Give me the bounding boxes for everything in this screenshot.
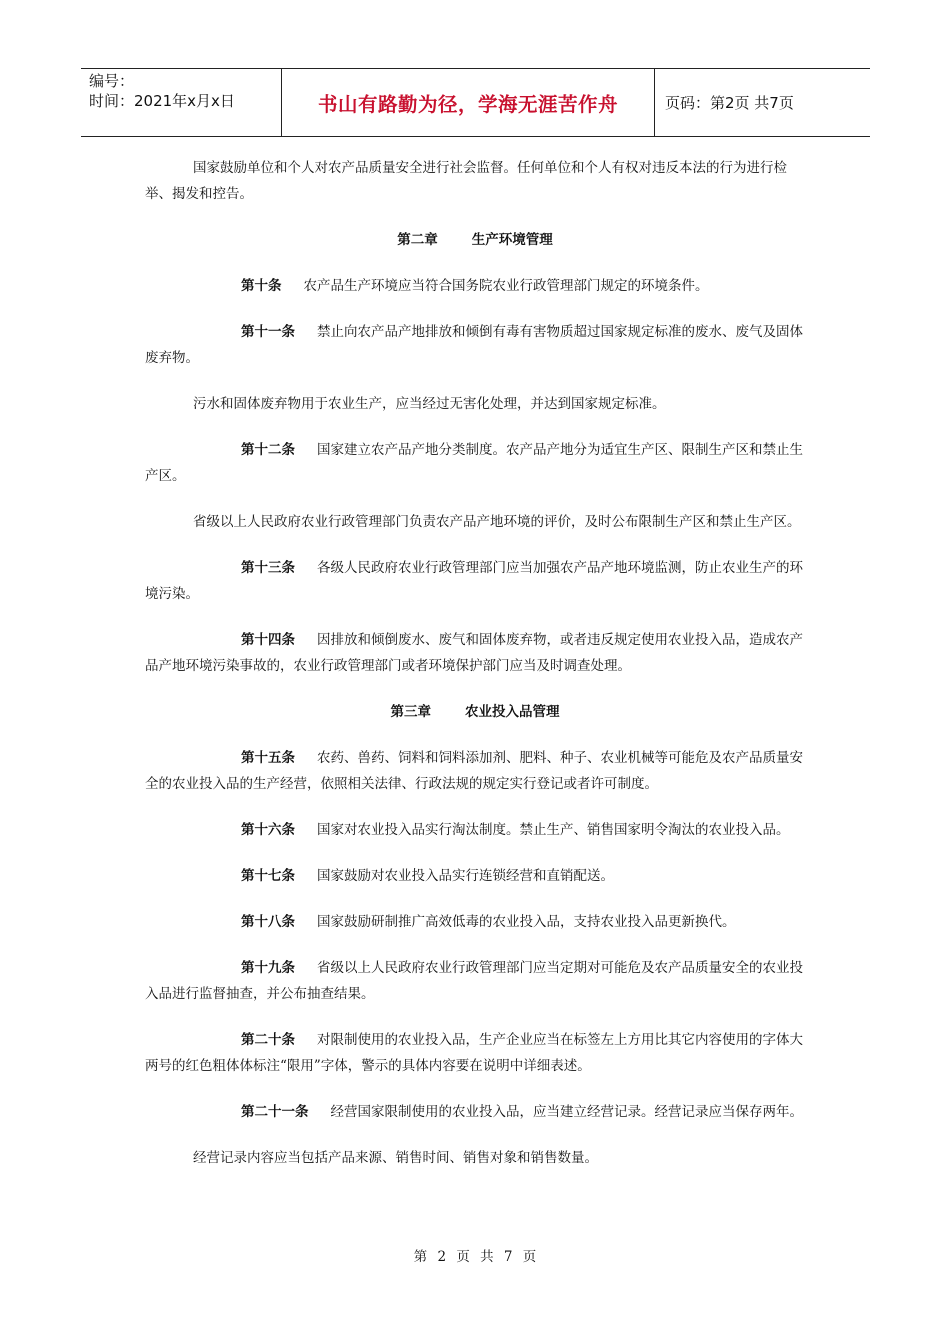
body-paragraph [145,955,805,1007]
article-number: 第十三条 [241,560,295,576]
header-motto: 书山有路勤为径，学海无涯苦作舟 [317,92,618,116]
paragraph-text: 农药、兽药、饲料和饲料添加剂、肥料、种子、农业机械等可能危及农产品质量安全的农业投入品的生产经营，依照相关法律、行政法规的规定实行登记或者许可制度。 [145,750,803,792]
header-page-info: 页码：第2页 共7页 [665,94,794,112]
paragraph-text: 禁止向农产品产地排放和倾倒有毒有害物质超过国家规定标准的废水、废气及固体废弃物。 [145,324,803,366]
chapter-heading [145,227,805,253]
article-number: 第十二条 [241,442,295,458]
body-paragraph [145,863,805,889]
body-paragraph [145,555,805,607]
article-number: 第十一条 [241,324,295,340]
article-number: 第十六条 [241,822,295,838]
header-left-cell [81,69,282,136]
chapter-title: 生产环境管理 [471,232,553,248]
body-paragraph [145,627,805,679]
body-paragraph [145,437,805,489]
chapter-title: 农业投入品管理 [465,704,560,720]
document-number-label: 编号： [89,72,135,90]
page-header [81,68,870,137]
paragraph-text: 农产品生产环境应当符合国务院农业行政管理部门规定的环境条件。 [303,278,709,294]
paragraph-text: 经营记录内容应当包括产品来源、销售时间、销售对象和销售数量。 [193,1150,598,1166]
paragraph-text: 因排放和倾倒废水、废气和固体废弃物，或者违反规定使用农业投入品，造成农产品产地环境污染事故的，农业行政管理部门或者环境保护部门应当及时调查处理。 [145,632,803,674]
chapter-number: 第三章 [390,704,431,720]
body-paragraph [145,509,805,535]
body-paragraph [145,273,805,299]
article-number: 第十条 [241,278,282,294]
article-number: 第二十一条 [241,1104,309,1120]
paragraph-text: 经营国家限制使用的农业投入品，应当建立经营记录。经营记录应当保存两年。 [330,1104,803,1120]
paragraph-text: 国家鼓励单位和个人对农产品质量安全进行社会监督。任何单位和个人有权对违反本法的行为进行检举、揭发和控告。 [145,160,787,202]
article-number: 第二十条 [241,1032,295,1048]
header-page-cell [655,69,870,136]
chapter-number: 第二章 [397,232,438,248]
paragraph-text: 各级人民政府农业行政管理部门应当加强农产品产地环境监测，防止农业生产的环境污染。 [145,560,803,602]
body-paragraph [145,1145,805,1171]
document-date: 时间：2021年x月x日 [89,92,235,110]
article-number: 第十四条 [241,632,295,648]
article-number: 第十七条 [241,868,295,884]
paragraph-text: 污水和固体废弃物用于农业生产，应当经过无害化处理，并达到国家规定标准。 [193,396,666,412]
paragraph-text: 国家对农业投入品实行淘汰制度。禁止生产、销售国家明令淘汰的农业投入品。 [317,822,790,838]
body-paragraph [145,745,805,797]
article-number: 第十九条 [241,960,295,976]
body-paragraph [145,391,805,417]
paragraph-text: 国家鼓励研制推广高效低毒的农业投入品，支持农业投入品更新换代。 [317,914,736,930]
header-motto-cell [282,69,655,136]
document-body [145,155,805,1191]
article-number: 第十八条 [241,914,295,930]
paragraph-text: 省级以上人民政府农业行政管理部门应当定期对可能危及农产品质量安全的农业投入品进行监督抽查，并公布抽查结果。 [145,960,803,1002]
paragraph-text: 对限制使用的农业投入品，生产企业应当在标签左上方用比其它内容使用的字体大两号的红色粗体体标注“限用”字体，警示的具体内容要在说明中详细表述。 [145,1032,803,1074]
body-paragraph [145,909,805,935]
body-paragraph [145,1027,805,1079]
paragraph-text: 省级以上人民政府农业行政管理部门负责农产品产地环境的评价，及时公布限制生产区和禁止生产区。 [193,514,801,530]
paragraph-text: 国家鼓励对农业投入品实行连锁经营和直销配送。 [317,868,614,884]
paragraph-text: 国家建立农产品产地分类制度。农产品产地分为适宜生产区、限制生产区和禁止生产区。 [145,442,803,484]
chapter-heading [145,699,805,725]
page-footer: 第 2 页 共 7 页 [413,1249,537,1265]
body-paragraph [145,319,805,371]
body-paragraph [145,155,805,207]
body-paragraph [145,817,805,843]
article-number: 第十五条 [241,750,295,766]
body-paragraph [145,1099,805,1125]
